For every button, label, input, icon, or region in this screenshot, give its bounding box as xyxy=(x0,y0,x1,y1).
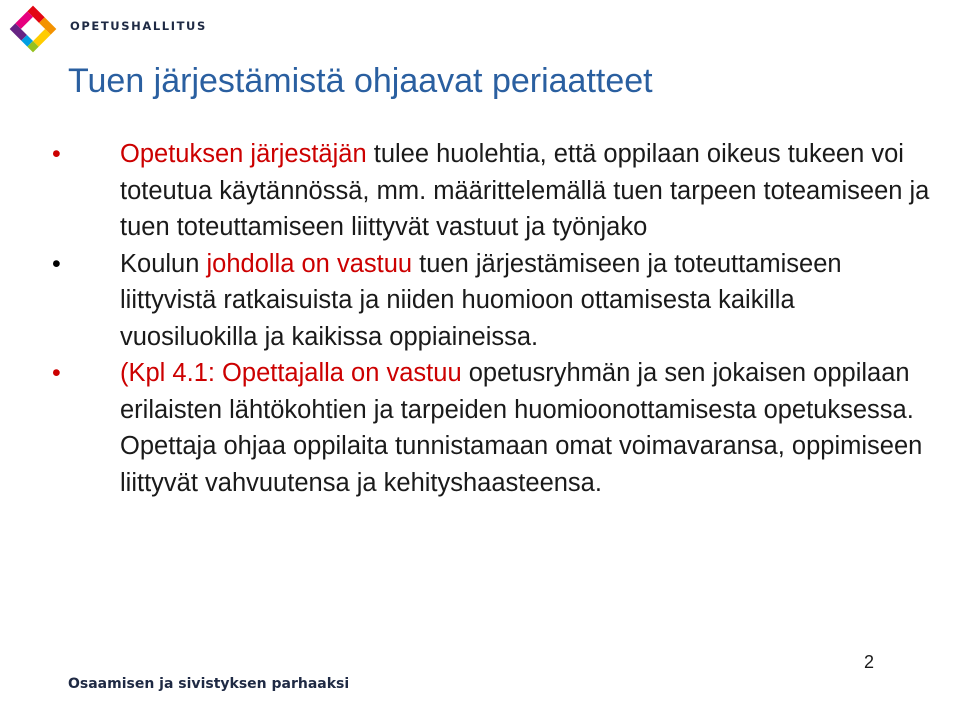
bullet-list xyxy=(52,136,932,501)
bullet-text: Koulun xyxy=(120,249,207,278)
bullet-text: tuen järjestämiseen ja toteuttamiseen liittyvistä ratkaisuista ja niiden huomioon ottamisesta kaikilla vuosiluokilla ja kaikissa oppiaineissa. xyxy=(120,249,842,351)
bullet-item xyxy=(52,246,932,356)
org-name: OPETUSHALLITUS xyxy=(70,19,207,33)
diamond-mosaic-logo-icon xyxy=(8,4,58,54)
bullet-dot-icon: • xyxy=(52,140,61,168)
bullet-item xyxy=(52,355,932,501)
slide-title: Tuen järjestämistä ohjaavat periaatteet xyxy=(68,62,653,100)
bullet-emphasis: (Kpl 4.1: Opettajalla on vastuu xyxy=(120,359,462,387)
bullet-emphasis: johdolla on vastuu xyxy=(206,249,413,278)
bullet-dot-icon: • xyxy=(52,249,61,278)
bullet-item xyxy=(52,136,932,246)
page-number: 2 xyxy=(864,652,875,672)
bullet-text: opetusryhmän ja sen jokaisen oppilaan erilaisten lähtökohtien ja tarpeiden huomioonottamisesta opetuksessa. Opettaja ohjaa oppilaita tunnistamaan omat voimavaransa, oppimiseen liittyvät vahvuutensa ja kehityshaasteensa. xyxy=(120,359,923,497)
bullet-text: tulee huolehtia, että oppilaan oikeus tukeen voi toteutua käytännössä, mm. määrittelemällä tuen tarpeen toteamiseen ja tuen toteuttamiseen liittyvät vastuut ja työnjako xyxy=(120,140,930,241)
bullet-dot-icon: • xyxy=(52,359,61,387)
footer-slogan: Osaamisen ja sivistyksen parhaaksi xyxy=(68,676,350,692)
bullet-emphasis: Opetuksen järjestäjän xyxy=(120,140,367,168)
